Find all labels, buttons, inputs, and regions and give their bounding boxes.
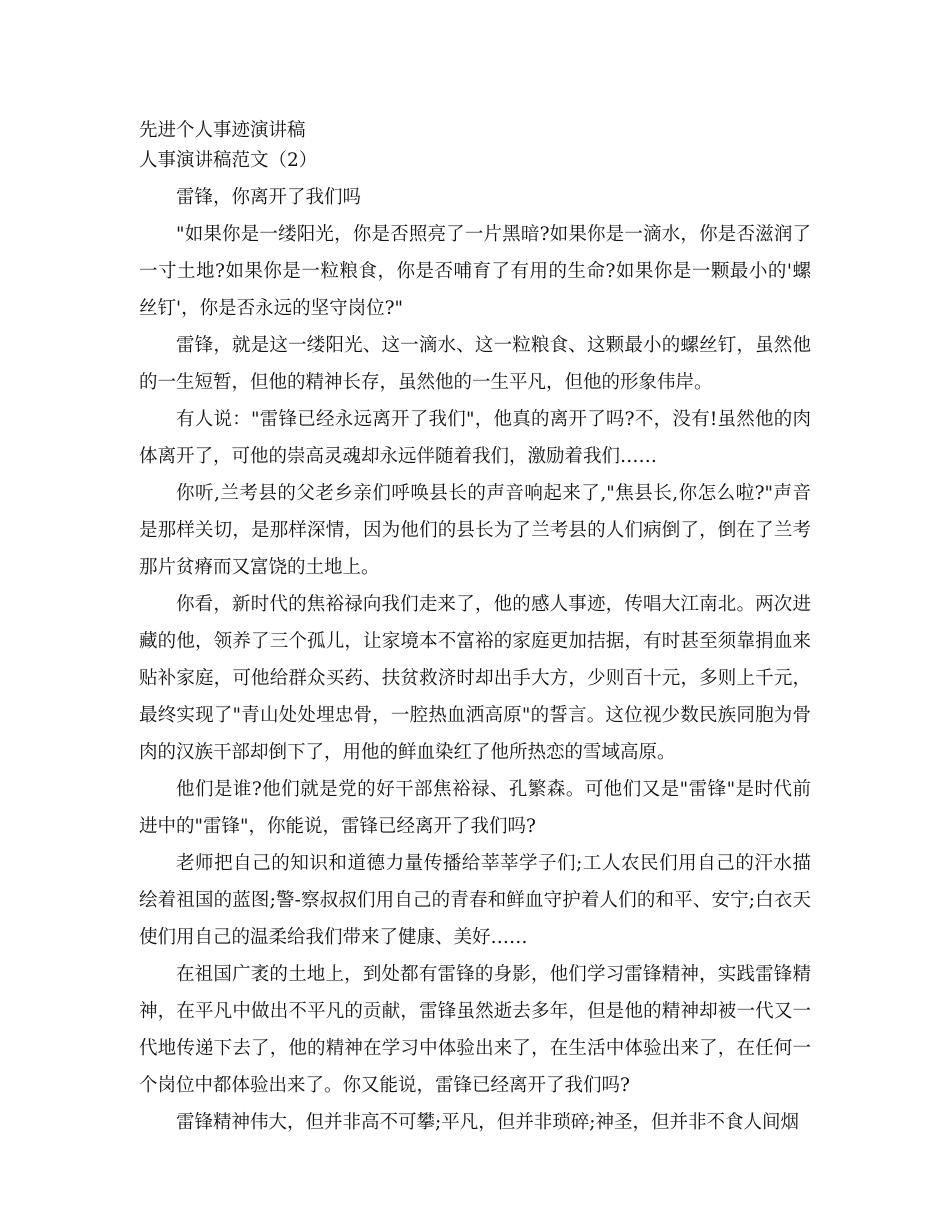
document-subtitle: 人事演讲稿范文（2） [139, 150, 318, 171]
paragraph-2: "如果你是一缕阳光，你是否照亮了一片黑暗?如果你是一滴水，你是否滋润了一寸土地?如果你是一粒粮食，你是否哺育了有用的生命?如果你是一颗最小的'螺丝钉'，你是否永远的坚守岗位?" [139, 224, 811, 319]
paragraph-6: 你看，新时代的焦裕禄向我们走来了，他的感人事迹，传唱大江南北。两次进藏的他，领养了三个孤儿，让家境本不富裕的家庭更加拮据，有时甚至须靠捐血来贴补家庭，可他给群众买药、扶贫救济时却出手大方，少则百十元，多则上千元，最终实现了"青山处处埋忠骨，一腔热血洒高原"的誓言。这位视少数民族同胞为骨肉的汉族干部却倒下了，用他的鲜血染红了他所热恋的雪域高原。 [139, 594, 811, 763]
paragraph-8: 老师把自己的知识和道德力量传播给莘莘学子们;工人农民们用自己的汗水描绘着祖国的蓝图;警-察叔叔们用自己的青春和鲜血守护着人们的和平、安宁;白衣天使们用自己的温柔给我们带来了健康、美好…… [139, 853, 811, 948]
paragraph-9: 在祖国广袤的土地上，到处都有雷锋的身影，他们学习雷锋精神，实践雷锋精神，在平凡中做出不平凡的贡献，雷锋虽然逝去多年，但是他的精神却被一代又一代地传递下去了，他的精神在学习中体验出来了，在生活中体验出来了，在任何一个岗位中都体验出来了。你又能说，雷锋已经离开了我们吗? [139, 964, 811, 1096]
document-title: 先进个人事迹演讲稿 [139, 120, 306, 141]
paragraph-10: 雷锋精神伟大，但并非高不可攀;平凡，但并非琐碎;神圣，但并非不食人间烟 [176, 1112, 799, 1133]
document-body [139, 116, 811, 1141]
paragraph-5: 你听,兰考县的父老乡亲们呼唤县长的声音响起来了,"焦县长,你怎么啦?"声音是那样关切，是那样深情，因为他们的县长为了兰考县的人们病倒了，倒在了兰考那片贫瘠而又富饶的土地上。 [139, 483, 811, 578]
paragraph-7: 他们是谁?他们就是党的好干部焦裕禄、孔繁森。可他们又是"雷锋"是时代前进中的"雷锋"，你能说，雷锋已经离开了我们吗? [139, 779, 811, 837]
paragraph-3: 雷锋，就是这一缕阳光、这一滴水、这一粒粮食、这颗最小的螺丝钉，虽然他的一生短暂，但他的精神长存，虽然他的一生平凡，但他的形象伟岸。 [139, 335, 811, 393]
paragraph-4: 有人说："雷锋已经永远离开了我们"，他真的离开了吗?不，没有!虽然他的肉体离开了，可他的崇高灵魂却永远伴随着我们，激励着我们…… [139, 409, 811, 467]
paragraph-1: 雷锋，你离开了我们吗 [176, 187, 362, 208]
